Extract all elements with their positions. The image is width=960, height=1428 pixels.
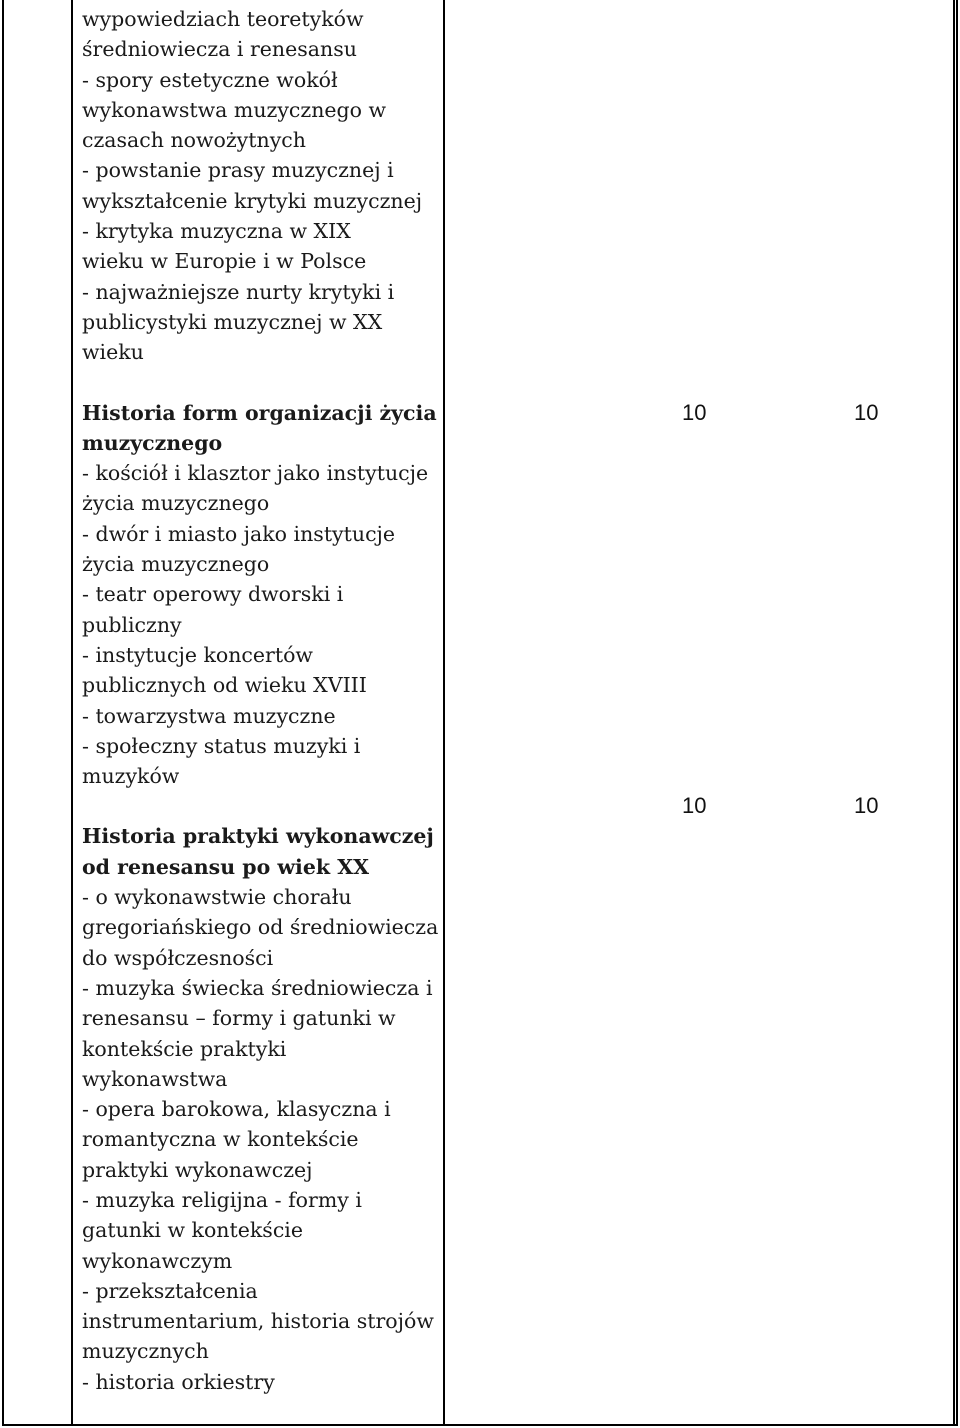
- text-line: instrumentarium, historia strojów: [82, 1309, 434, 1334]
- text-line: średniowiecza i renesansu: [82, 37, 357, 62]
- text-line: publiczny: [82, 612, 182, 637]
- text-line: muzyków: [82, 764, 180, 789]
- text-line: muzycznych: [82, 1339, 209, 1364]
- hours-value-2a: 10: [682, 793, 707, 818]
- text-line: - społeczny status muzyki i: [82, 733, 361, 758]
- text-line: - o wykonawstwie chorału: [82, 885, 352, 910]
- section-heading: Historia praktyki wykonawczej: [82, 824, 434, 849]
- content-column: [82, 4, 442, 1397]
- text-line: wykonawczym: [82, 1248, 233, 1273]
- text-line: gregoriańskiego od średniowiecza: [82, 915, 439, 940]
- intro-block: [82, 4, 442, 368]
- section-organizacja: [82, 398, 442, 792]
- text-line: - towarzystwa muzyczne: [82, 703, 336, 728]
- text-line: romantyczna w kontekście: [82, 1127, 359, 1152]
- text-line: wieku: [82, 340, 144, 365]
- text-line: - powstanie prasy muzycznej i: [82, 158, 394, 183]
- text-line: kontekście praktyki: [82, 1036, 287, 1061]
- text-line: - najważniejsze nurty krytyki i: [82, 279, 395, 304]
- text-line: - przekształcenia: [82, 1278, 258, 1303]
- text-line: gatunki w kontekście: [82, 1218, 303, 1243]
- text-line: - opera barokowa, klasyczna i: [82, 1097, 391, 1122]
- text-line: wykonawstwa: [82, 1066, 228, 1091]
- text-line: wykonawstwa muzycznego w: [82, 97, 387, 122]
- text-line: praktyki wykonawczej: [82, 1157, 313, 1182]
- text-line: - muzyka świecka średniowiecza i: [82, 975, 433, 1000]
- text-line: - instytucje koncertów: [82, 642, 313, 667]
- section-praktyka: [82, 821, 442, 1397]
- text-line: publicystyki muzycznej w XX: [82, 309, 383, 334]
- column-divider: [953, 0, 955, 1424]
- text-line: publicznych od wieku XVIII: [82, 673, 367, 698]
- section-heading: muzycznego: [82, 430, 223, 455]
- text-line: do współczesności: [82, 945, 274, 970]
- text-line: - spory estetyczne wokół: [82, 67, 338, 92]
- hours-value-1b: 10: [854, 400, 879, 425]
- text-line: życia muzycznego: [82, 552, 270, 577]
- section-heading: od renesansu po wiek XX: [82, 854, 370, 879]
- text-line: - teatr operowy dworski i: [82, 582, 344, 607]
- text-line: - krytyka muzyczna w XIX: [82, 219, 351, 244]
- text-line: życia muzycznego: [82, 491, 270, 516]
- text-line: czasach nowożytnych: [82, 128, 306, 153]
- section-heading: Historia form organizacji życia: [82, 400, 437, 425]
- hours-value-1a: 10: [682, 400, 707, 425]
- text-line: - historia orkiestry: [82, 1369, 275, 1394]
- text-line: - kościół i klasztor jako instytucje: [82, 461, 429, 486]
- text-line: renesansu – formy i gatunki w: [82, 1006, 396, 1031]
- text-line: wykształcenie krytyki muzycznej: [82, 188, 423, 213]
- text-line: wieku w Europie i w Polsce: [82, 249, 367, 274]
- column-divider: [443, 0, 445, 1424]
- text-line: wypowiedziach teoretyków: [82, 7, 364, 31]
- hours-value-2b: 10: [854, 793, 879, 818]
- text-line: - dwór i miasto jako instytucje: [82, 521, 396, 546]
- column-divider: [71, 0, 73, 1424]
- text-line: - muzyka religijna - formy i: [82, 1187, 362, 1212]
